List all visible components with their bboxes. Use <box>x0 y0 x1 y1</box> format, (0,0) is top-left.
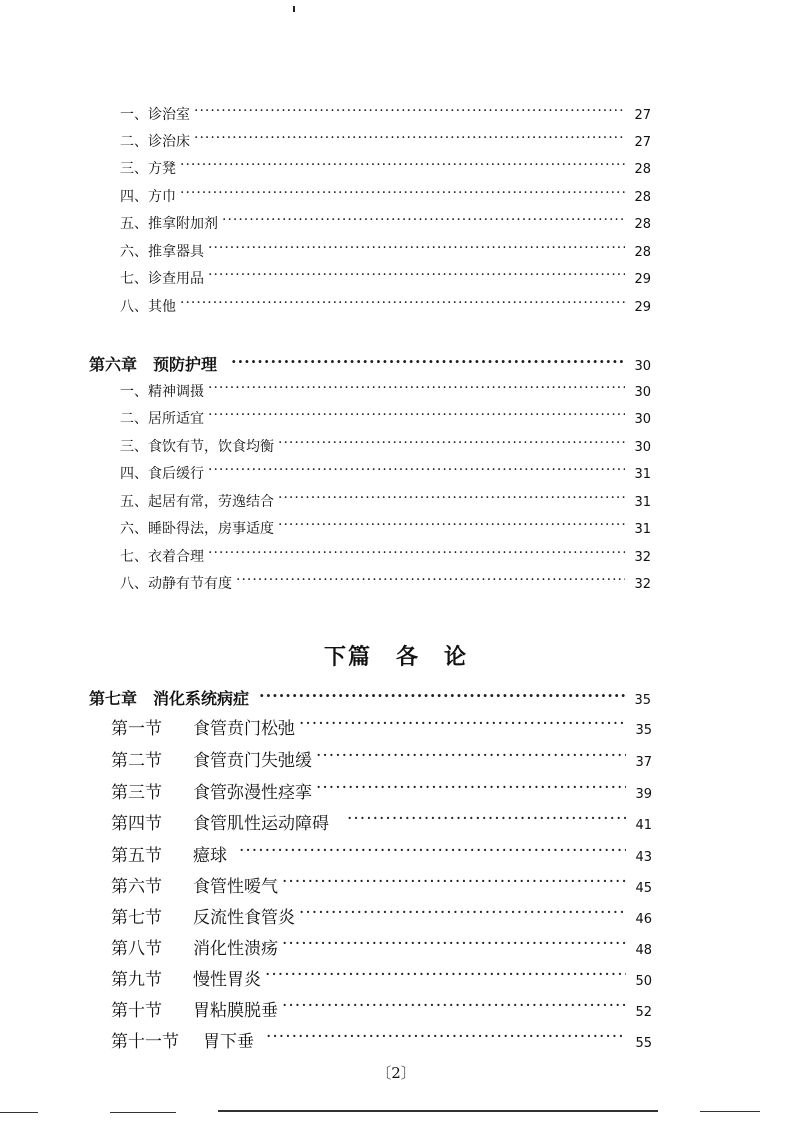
toc-entry-page: 32 <box>634 577 651 592</box>
leader-dots <box>282 999 626 1016</box>
chapter-page: 35 <box>634 693 651 708</box>
leader-dots <box>208 382 625 396</box>
toc-entry[interactable] <box>120 158 651 178</box>
toc-chapter-6[interactable] <box>89 352 651 375</box>
toc-entry-title <box>111 746 312 771</box>
toc-entry[interactable] <box>120 573 651 593</box>
leader-dots <box>265 968 626 985</box>
leader-dots <box>299 906 626 923</box>
toc-entry-page: 29 <box>634 272 651 287</box>
toc-entry-title: 一、诊治室 <box>120 107 190 123</box>
toc-entry-title <box>111 1027 254 1052</box>
toc-entry-page: 50 <box>635 974 652 989</box>
toc-entry-title <box>111 778 312 803</box>
toc-entry-page: 28 <box>634 162 651 177</box>
leader-dots <box>282 875 626 892</box>
toc-entry-page: 28 <box>634 190 651 205</box>
toc-entry[interactable] <box>120 131 651 151</box>
toc-entry-page: 43 <box>635 850 652 865</box>
toc-entry-title: 八、其他 <box>120 299 176 315</box>
leader-dots <box>231 354 625 370</box>
toc-entry-page: 48 <box>635 943 652 958</box>
toc-entry[interactable] <box>120 518 651 538</box>
toc-entry-title: 二、居所适宜 <box>120 411 204 427</box>
page-number: 〔2〕 <box>376 1064 416 1082</box>
toc-entry[interactable] <box>111 746 652 771</box>
leader-dots <box>236 574 625 588</box>
toc-entry-page: 30 <box>634 385 651 400</box>
toc-entry[interactable] <box>120 491 651 511</box>
section-name: 慢性胃炎 <box>193 970 261 990</box>
toc-entry-title: 五、起居有常，劳逸结合 <box>120 494 274 510</box>
toc-entry-page: 29 <box>634 300 651 315</box>
toc-entry[interactable] <box>120 241 651 261</box>
toc-entry[interactable] <box>111 996 652 1021</box>
scan-edge-line <box>700 1111 760 1112</box>
toc-entry-page: 28 <box>634 217 651 232</box>
section-number: 第一节 <box>111 719 162 739</box>
toc-entry[interactable] <box>120 381 651 401</box>
toc-entry[interactable] <box>120 408 651 428</box>
section-name: 食管贲门松弛 <box>193 719 295 739</box>
chapter-title: 第六章 预防护理 <box>89 355 218 374</box>
toc-entry-page: 31 <box>634 522 651 537</box>
leader-dots <box>299 717 626 734</box>
toc-entry-title <box>111 934 278 959</box>
toc-entry[interactable] <box>120 213 651 233</box>
toc-entry-page: 30 <box>634 412 651 427</box>
leader-dots <box>194 132 625 146</box>
section-number: 第十一节 <box>111 1032 179 1052</box>
section-number: 第九节 <box>111 970 162 990</box>
toc-entry-title <box>111 996 278 1021</box>
toc-entry-title: 四、食后缓行 <box>120 466 204 482</box>
toc-entry-page: 46 <box>635 912 652 927</box>
section-number: 第五节 <box>111 846 162 866</box>
toc-entry[interactable] <box>111 1027 652 1052</box>
leader-dots <box>208 464 625 478</box>
chapter-page: 30 <box>634 359 651 374</box>
toc-entry-title: 七、诊查用品 <box>120 271 204 287</box>
toc-entry-page: 27 <box>634 135 651 150</box>
toc-entry-title <box>111 872 278 897</box>
toc-entry-page: 28 <box>634 245 651 260</box>
leader-dots <box>222 214 625 228</box>
toc-entry[interactable] <box>111 809 652 834</box>
leader-dots <box>347 812 626 829</box>
toc-entry-title: 三、方凳 <box>120 161 176 177</box>
toc-entry-page: 31 <box>634 467 651 482</box>
leader-dots <box>239 844 626 861</box>
toc-chapter-7[interactable] <box>89 686 651 709</box>
toc-entry-page: 30 <box>634 440 651 455</box>
toc-entry-title: 七、衣着合理 <box>120 549 204 565</box>
part-title: 下篇 各 论 <box>323 645 468 670</box>
leader-dots <box>208 409 625 423</box>
toc-entry-page: 32 <box>634 550 651 565</box>
toc-entry-title: 六、推拿器具 <box>120 244 204 260</box>
scan-edge-line <box>0 1112 38 1113</box>
toc-entry[interactable] <box>120 186 651 206</box>
toc-entry-title <box>111 714 295 739</box>
section-name: 食管肌性运动障碍 <box>193 814 329 834</box>
toc-entry-page: 39 <box>635 787 652 802</box>
toc-entry[interactable] <box>111 714 652 739</box>
toc-entry-page: 45 <box>635 881 652 896</box>
toc-entry-page: 55 <box>635 1036 652 1051</box>
section-name: 食管性嗳气 <box>193 877 278 897</box>
leader-dots <box>180 187 625 201</box>
toc-entry-page: 52 <box>635 1005 652 1020</box>
toc-entry-title: 四、方巾 <box>120 189 176 205</box>
section-name: 胃粘膜脱垂 <box>193 1001 278 1021</box>
section-number: 第四节 <box>111 814 162 834</box>
toc-entry[interactable] <box>120 268 651 288</box>
toc-entry-title: 五、推拿附加剂 <box>120 216 218 232</box>
section-name: 反流性食管炎 <box>193 908 295 928</box>
toc-entry-title: 三、食饮有节，饮食均衡 <box>120 439 274 455</box>
toc-entry[interactable] <box>120 463 651 483</box>
toc-entry-page: 31 <box>634 495 651 510</box>
section-name: 胃下垂 <box>203 1032 254 1052</box>
section-number: 第三节 <box>111 783 162 803</box>
leader-dots <box>278 437 625 451</box>
section-number: 第七节 <box>111 908 162 928</box>
toc-entry-title: 二、诊治床 <box>120 134 190 150</box>
leader-dots <box>208 547 625 561</box>
toc-entry-title: 六、睡卧得法，房事适度 <box>120 521 274 537</box>
toc-entry-title <box>111 809 329 834</box>
toc-entry-title <box>111 965 261 990</box>
scan-edge-line <box>218 1110 658 1112</box>
leader-dots <box>278 492 625 506</box>
leader-dots <box>208 242 625 256</box>
section-name: 食管贲门失弛缓 <box>193 751 312 771</box>
leader-dots <box>208 269 625 283</box>
toc-entry-page: 41 <box>635 818 652 833</box>
leader-dots <box>316 781 626 798</box>
leader-dots <box>266 1030 626 1047</box>
section-number: 第八节 <box>111 939 162 959</box>
leader-dots <box>278 519 625 533</box>
toc-entry-page: 35 <box>635 723 652 738</box>
toc-entry[interactable] <box>120 546 651 566</box>
section-number: 第二节 <box>111 751 162 771</box>
toc-entry-title <box>111 903 295 928</box>
toc-entry[interactable] <box>120 104 651 124</box>
leader-dots <box>259 688 625 704</box>
toc-entry[interactable] <box>111 778 652 803</box>
toc-entry[interactable] <box>111 872 652 897</box>
toc-entry[interactable] <box>120 296 651 316</box>
toc-entry[interactable] <box>120 436 651 456</box>
toc-entry[interactable] <box>111 841 652 866</box>
toc-entry[interactable] <box>111 965 652 990</box>
scan-edge-line <box>110 1112 176 1113</box>
toc-entry-title: 八、动静有节有度 <box>120 576 232 592</box>
section-number: 第十节 <box>111 1001 162 1021</box>
toc-entry-title <box>111 841 227 866</box>
section-number: 第六节 <box>111 877 162 897</box>
toc-entry-page: 27 <box>634 108 651 123</box>
leader-dots <box>194 105 625 119</box>
section-name: 消化性溃疡 <box>193 939 278 959</box>
leader-dots <box>282 937 626 954</box>
toc-entry-page: 37 <box>635 755 652 770</box>
leader-dots <box>180 159 625 173</box>
toc-entry[interactable] <box>111 903 652 928</box>
chapter-title: 第七章 消化系统病症 <box>89 689 250 708</box>
toc-entry[interactable] <box>111 934 652 959</box>
leader-dots <box>316 749 626 766</box>
leader-dots <box>180 297 625 311</box>
scan-speck <box>293 6 295 12</box>
section-name: 癔球 <box>193 846 227 866</box>
section-name: 食管弥漫性痉挛 <box>193 783 312 803</box>
toc-entry-title: 一、精神调摄 <box>120 384 204 400</box>
